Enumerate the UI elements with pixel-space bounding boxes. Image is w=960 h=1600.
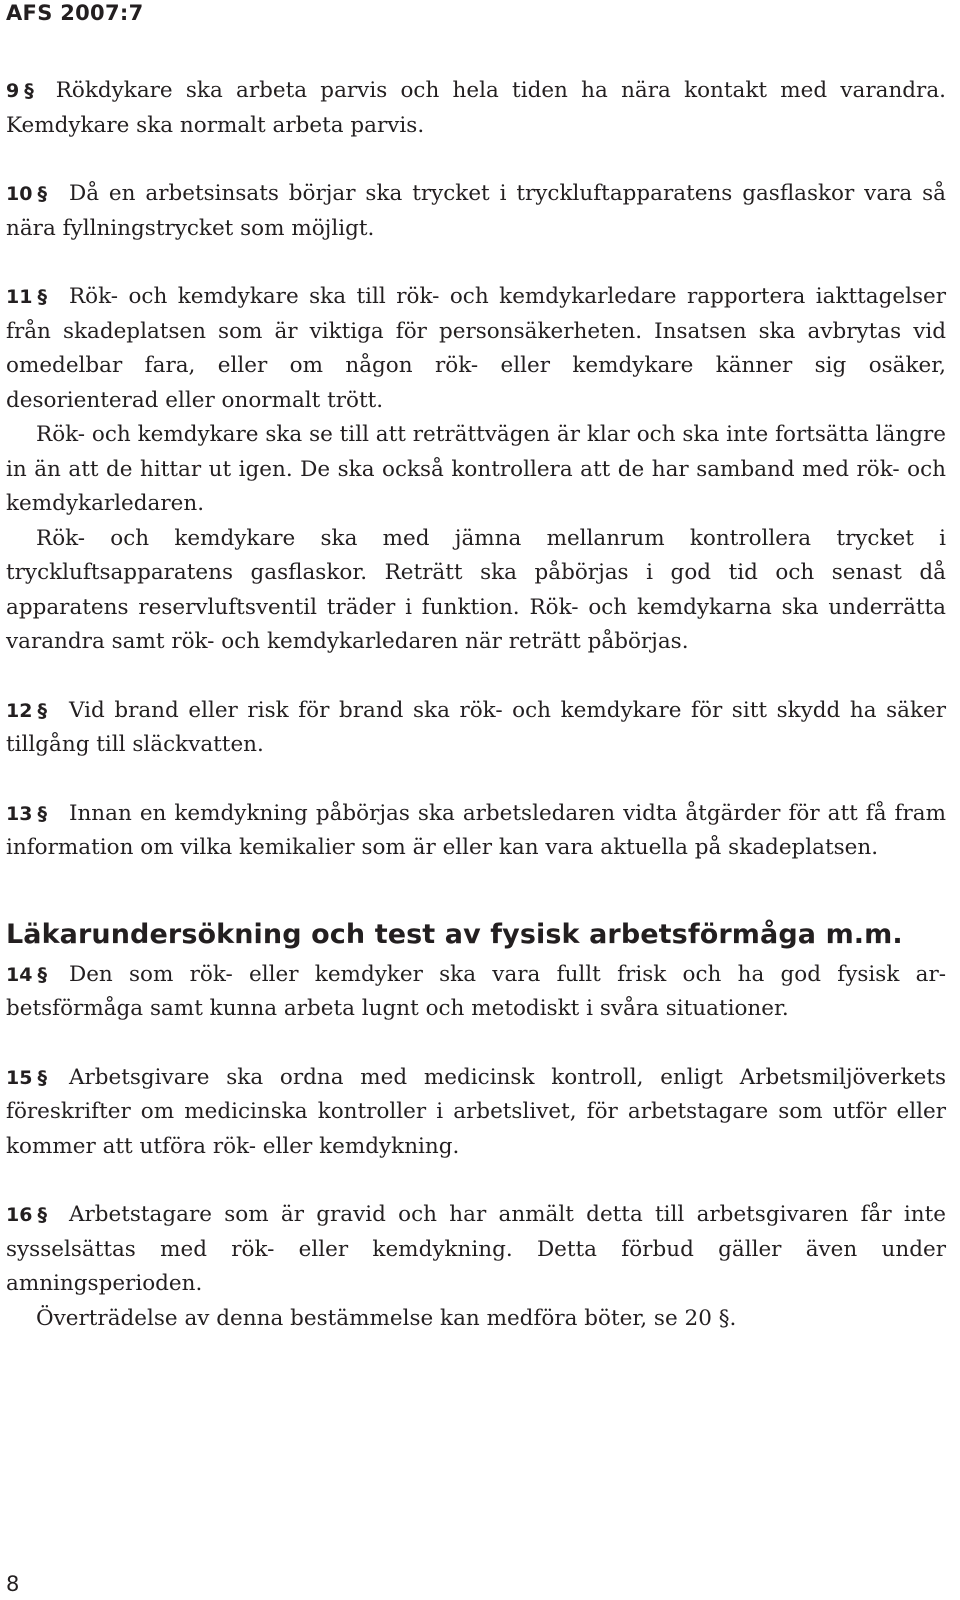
paragraph-section-9 [6,74,946,143]
section-number: 13 [6,802,33,825]
paragraph-text: Rökdykare ska arbeta parvis och hela tiden ha nära kontakt med varandra. Kemdykare ska normalt arbeta parvis. [6,78,946,138]
paragraph-text: Vid brand eller risk för brand ska rök- och kemdykare för sitt skydd ha säker tillgång till släckvatten. [6,697,946,757]
paragraph-section-10 [6,177,946,246]
paragraph-text: Rök- och kemdykare ska se till att reträttvägen är klar och ska inte fortsätta längre in än att de hittar ut igen. De ska också kontrollera att de har samband med rök- och kemdykarledaren. [6,422,946,516]
section-continuation-paragraph [6,418,946,522]
section-symbol: § [37,802,47,825]
paragraph-section-13 [6,797,946,866]
section-number: 11 [6,286,33,308]
paragraph-section-16 [6,1198,946,1336]
section-number: 15 [6,1066,33,1089]
paragraph-text: Innan en kemdykning påbörjas ska arbetsledaren vidta åtgärder för att få fram information om vilka kemikalier som är eller kan vara aktuella på skadeplatsen. [6,800,946,860]
sections-part-1 [6,74,946,866]
paragraph-section-15 [6,1061,946,1165]
section-symbol: § [37,699,47,722]
section-symbol: § [37,1204,47,1226]
section-continuation-paragraph [6,522,946,660]
section-number: 12 [6,699,33,722]
section-symbol: § [24,80,34,102]
paragraph-section-11 [6,280,946,660]
section-heading: Läkarundersökning och test av fysisk arbetsförmåga m.m. [6,918,903,950]
paragraph-text: Rök- och kemdykare ska med jämna mellanrum kontrollera trycket i tryckluftsapparatens gasflaskor. Reträtt ska påbörjas i god tid och senast då apparatens reservluftsventil träder i funktion. Rök- och kemdykarna ska underrätta varandra samt rök- och kemdykarledaren när reträtt påbörjas. [6,525,946,654]
paragraph-section-12 [6,694,946,763]
section-paragraph [6,797,946,866]
section-paragraph [6,694,946,763]
section-paragraph [6,1198,946,1302]
section-number: 14 [6,963,33,986]
paragraph-text: Överträdelse av denna bestämmelse kan medföra böter, se 20 §. [36,1305,737,1331]
paragraph-text: Då en arbetsinsats börjar ska trycket i tryckluftapparatens gasflaskor vara så nära fyllningstrycket som möjligt. [6,181,946,241]
sections-part-2 [6,958,946,1337]
section-number: 10 [6,183,33,205]
paragraph-text: Den som rök- eller kemdyker ska vara fullt frisk och ha god fysisk arbetsförmåga samt kunna arbeta lugnt och metodiskt i svåra situationer. [6,961,946,1021]
section-paragraph [6,958,946,1027]
section-symbol: § [37,286,47,308]
paragraph-text: Arbetstagare som är gravid och har anmält detta till arbetsgivaren får inte sysselsättas med rök- eller kemdykning. Detta förbud gäller även under amningsperioden. [6,1202,946,1296]
section-symbol: § [37,183,47,205]
section-paragraph [6,280,946,418]
section-paragraph [6,177,946,246]
paragraph-text: Rök- och kemdykare ska till rök- och kemdykarledare rapportera iakttagelser från skadeplatsen som är viktiga för personsäkerheten. Insatsen ska avbrytas vid omedelbar fara, eller om någon rök- eller kemdykare känner sig osäker, desorienterad eller onormalt trött. [6,284,946,413]
section-paragraph [6,1061,946,1165]
section-symbol: § [37,963,47,986]
section-paragraph [6,74,946,143]
document-body [6,74,946,1336]
section-continuation-paragraph [6,1302,946,1337]
paragraph-text: Arbetsgivare ska ordna med medicinsk kontroll, enligt Arbetsmiljöverkets föreskrifter om medicinska kontroller i arbetslivet, för arbetstagare som utför eller kommer att utföra rök- eller kemdykning. [6,1064,946,1159]
section-number: 9 [6,80,20,102]
document-header: AFS 2007:7 [6,1,144,25]
paragraph-section-14 [6,958,946,1027]
section-number: 16 [6,1204,33,1226]
section-symbol: § [37,1066,47,1089]
page-number: 8 [6,1572,20,1596]
